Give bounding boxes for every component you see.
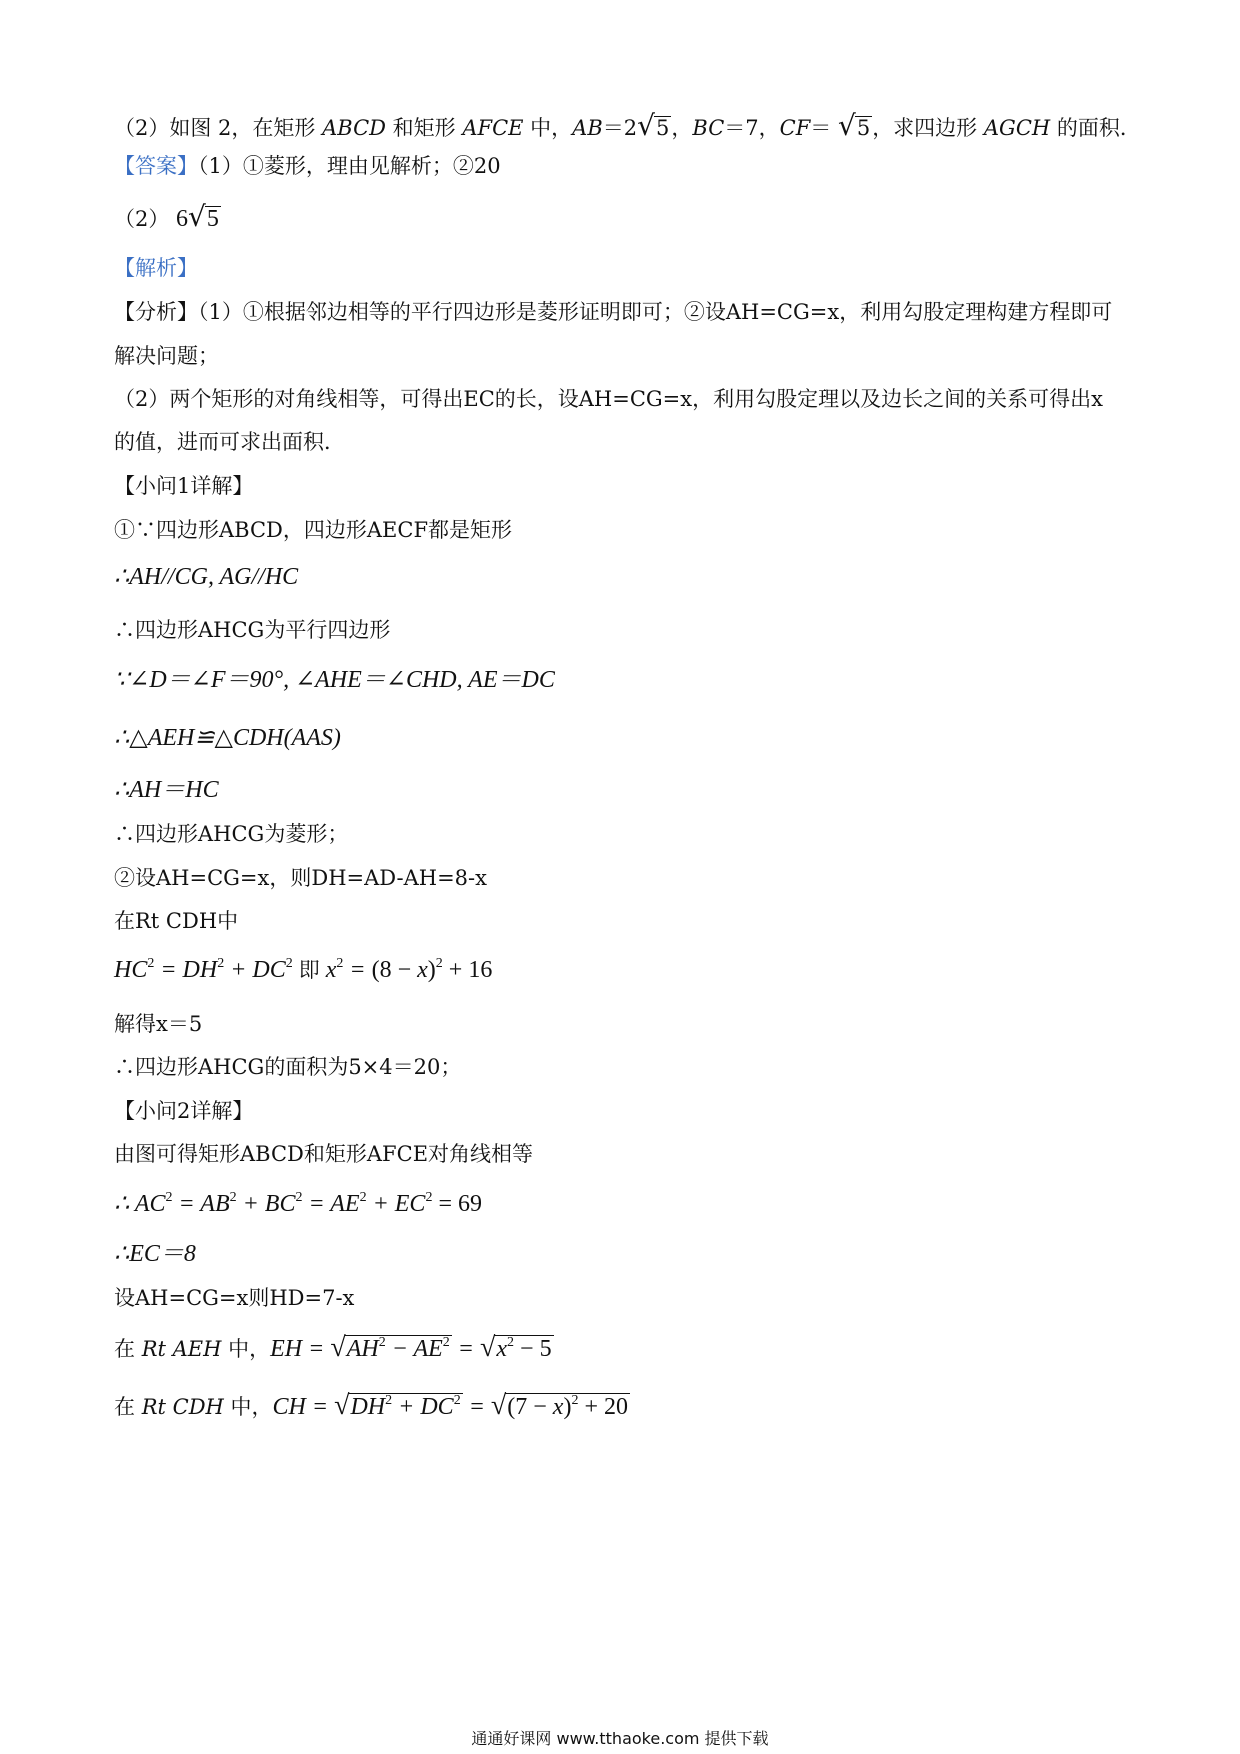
proof2-line-4: 设AH=CG=x则HD=7-x: [114, 1286, 355, 1310]
equation-eh: 在 Rt AEH 中，EH = $√AH^2 - AE^2 = √x^2 - 5$: [114, 1332, 552, 1363]
analysis-line-3: （2）两个矩形的对角线相等，可得出EC的长，设AH=CG=x，利用勾股定理以及边长之间的关系可得出x: [114, 387, 1103, 411]
subquestion-1-heading: 【小问1详解】: [114, 474, 254, 498]
analysis-line-2: 解决问题；: [114, 344, 219, 368]
proof-line-1: ①∵四边形ABCD，四边形AECF都是矩形: [114, 518, 513, 542]
proof-line-12: ∴四边形AHCG的面积为5×4＝20；: [114, 1055, 462, 1079]
proof2-line-3: ∴EC＝8: [114, 1241, 196, 1267]
question-2: （2）如图 2，在矩形 ABCD 和矩形 AFCE 中，AB＝2√5，BC＝7，CF＝ √5，求四边形 AGCH 的面积．: [114, 109, 1141, 142]
answer-line: 【答案】（1）①菱形，理由见解析；②20: [114, 154, 501, 178]
subquestion-2-heading: 【小问2详解】: [114, 1099, 254, 1123]
proof-line-3: ∴四边形AHCG为平行四边形: [114, 618, 391, 642]
analysis-line-4: 的值，进而可求出面积．: [114, 430, 345, 454]
analysis-line-1: 【分析】（1）①根据邻边相等的平行四边形是菱形证明即可；②设AH=CG=x，利用勾股定理构建方程即可: [114, 300, 1113, 324]
answer-part-2: （2） 6√5: [114, 200, 219, 233]
equation-ac: ∴ $AC^2 = AB^2 + BC^2 = AE^2 + EC^2 = 69$: [114, 1190, 482, 1217]
proof-line-5: ∴△AEH≌△CDH(AAS): [114, 725, 341, 751]
footer: 通通好课网 www.tthaoke.com 提供下载: [471, 1729, 769, 1748]
answer-tag: 【答案】: [114, 154, 198, 178]
proof-line-2: ∴AH//CG, AG//HC: [114, 564, 299, 590]
proof-line-8: ②设AH=CG=x，则DH=AD-AH=8-x: [114, 866, 487, 890]
equation-hc: $HC^2 = DH^2 + DC^2$ 即 $x^2 = (8 - x)^2 + 16$: [114, 956, 493, 983]
proof-line-7: ∴四边形AHCG为菱形；: [114, 822, 349, 846]
proof-line-6: ∴AH＝HC: [114, 777, 219, 803]
proof-line-4: ∵∠D＝∠F＝90°, ∠AHE＝∠CHD, AE＝DC: [114, 667, 555, 693]
proof-line-11: 解得x＝5: [114, 1012, 203, 1036]
equation-ch: 在 Rt CDH 中，CH = $√DH^2 + DC^2 = √(7 - x)^2 + 20$: [114, 1390, 628, 1421]
analysis-tag: 【解析】: [114, 256, 198, 280]
proof-line-9: 在Rt CDH中: [114, 909, 239, 933]
proof2-line-1: 由图可得矩形ABCD和矩形AFCE对角线相等: [114, 1142, 534, 1166]
